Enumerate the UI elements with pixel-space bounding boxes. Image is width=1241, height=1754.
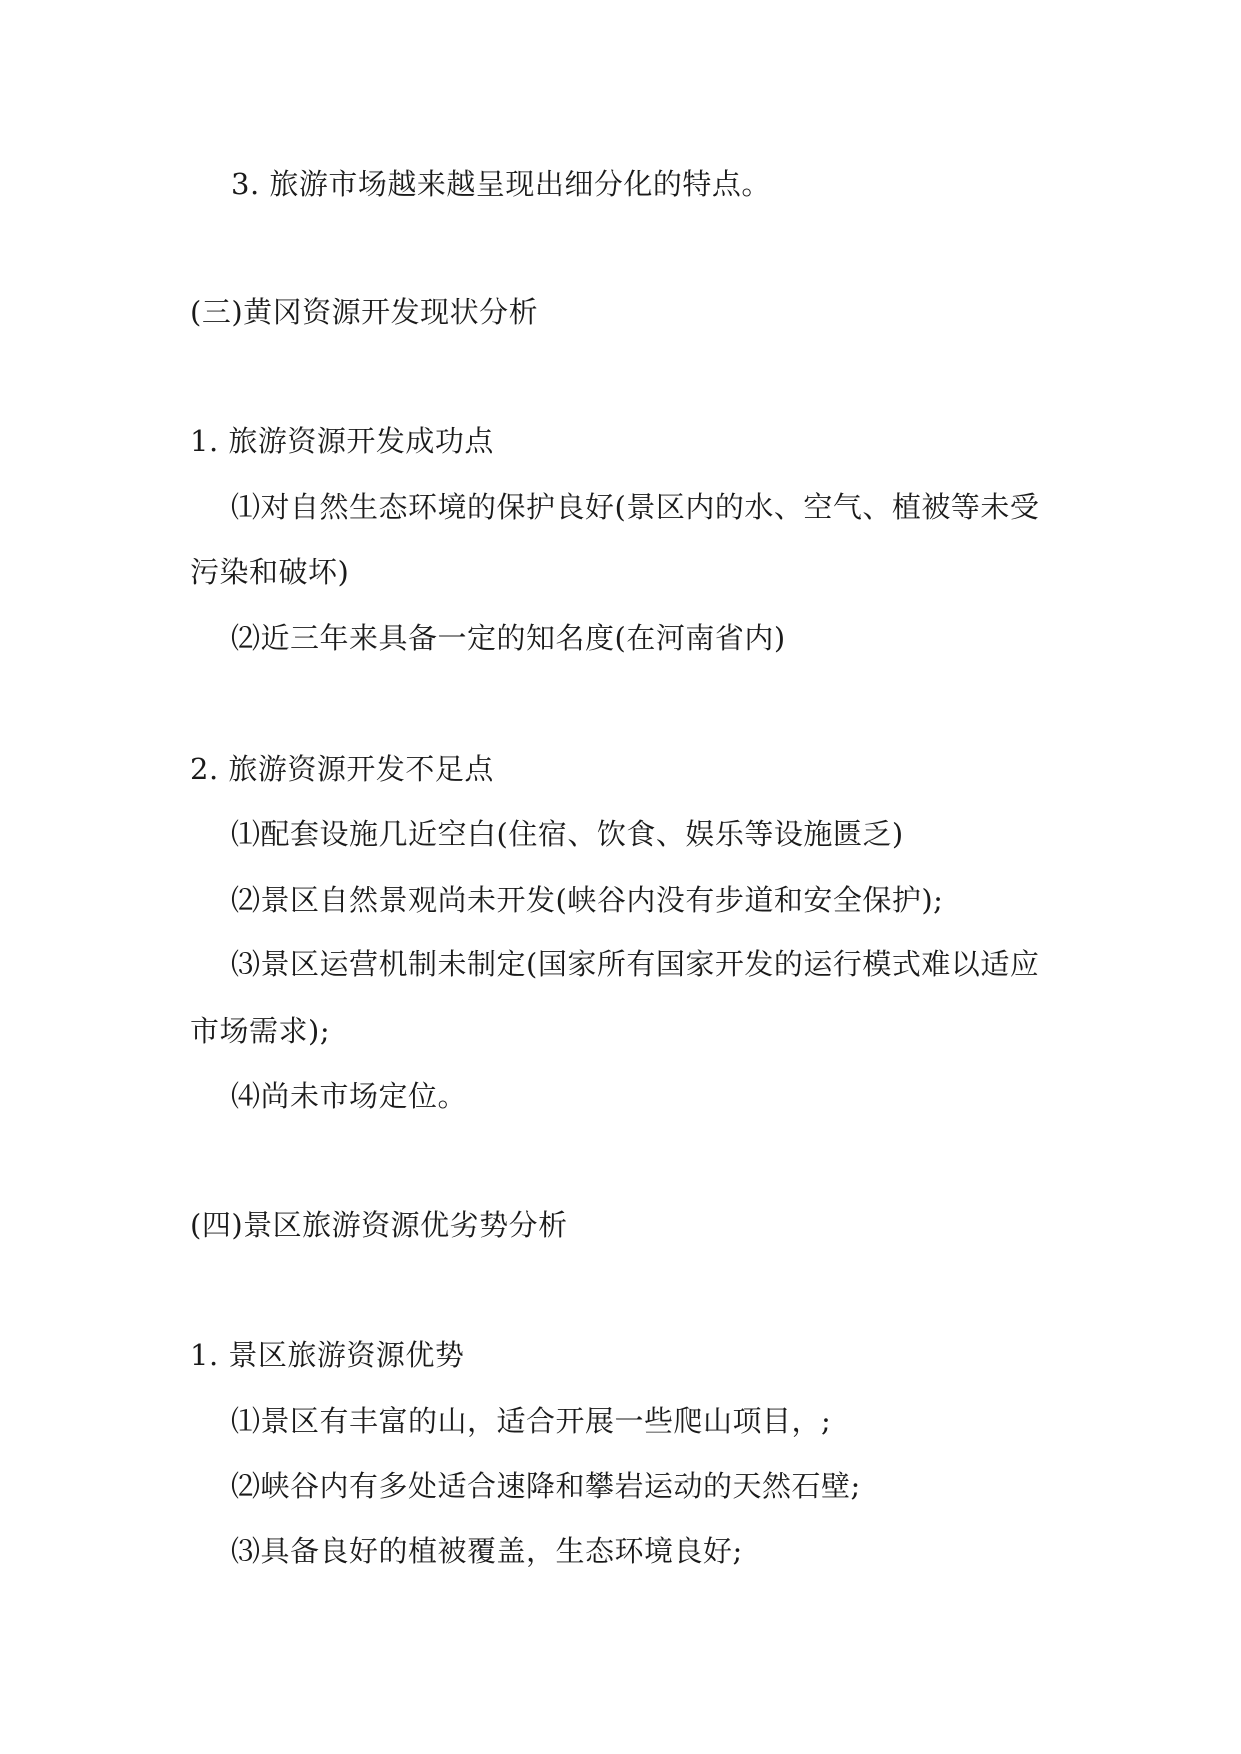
success-item-1-b: 污染和破坏) bbox=[190, 555, 350, 589]
advantage-item-3: ⑶具备良好的植被覆盖，生态环境良好; bbox=[231, 1534, 743, 1568]
shortfall-item-1: ⑴配套设施几近空白(住宿、饮食、娱乐等设施匮乏) bbox=[231, 817, 904, 851]
advantage-item-1: ⑴景区有丰富的山，适合开展一些爬山项目，; bbox=[231, 1404, 832, 1438]
section-four-heading: (四)景区旅游资源优劣势分析 bbox=[190, 1208, 568, 1242]
advantage-heading: 1. 景区旅游资源优势 bbox=[190, 1338, 465, 1372]
advantage-item-2: ⑵峡谷内有多处适合速降和攀岩运动的天然石壁; bbox=[231, 1469, 861, 1503]
market-point-3: 3. 旅游市场越来越呈现出细分化的特点。 bbox=[231, 167, 771, 201]
shortfall-item-3-a: ⑶景区运营机制未制定(国家所有国家开发的运行模式难以适应 bbox=[231, 947, 1040, 981]
success-heading: 1. 旅游资源开发成功点 bbox=[190, 424, 494, 458]
success-item-1-a: ⑴对自然生态环境的保护良好(景区内的水、空气、植被等未受 bbox=[231, 490, 1040, 524]
success-item-2: ⑵近三年来具备一定的知名度(在河南省内) bbox=[231, 621, 786, 655]
shortfall-heading: 2. 旅游资源开发不足点 bbox=[190, 752, 494, 786]
section-three-heading: (三)黄冈资源开发现状分析 bbox=[190, 295, 539, 329]
shortfall-item-3-b: 市场需求); bbox=[190, 1014, 331, 1048]
shortfall-item-2: ⑵景区自然景观尚未开发(峡谷内没有步道和安全保护); bbox=[231, 883, 944, 917]
shortfall-item-4: ⑷尚未市场定位。 bbox=[231, 1079, 468, 1113]
